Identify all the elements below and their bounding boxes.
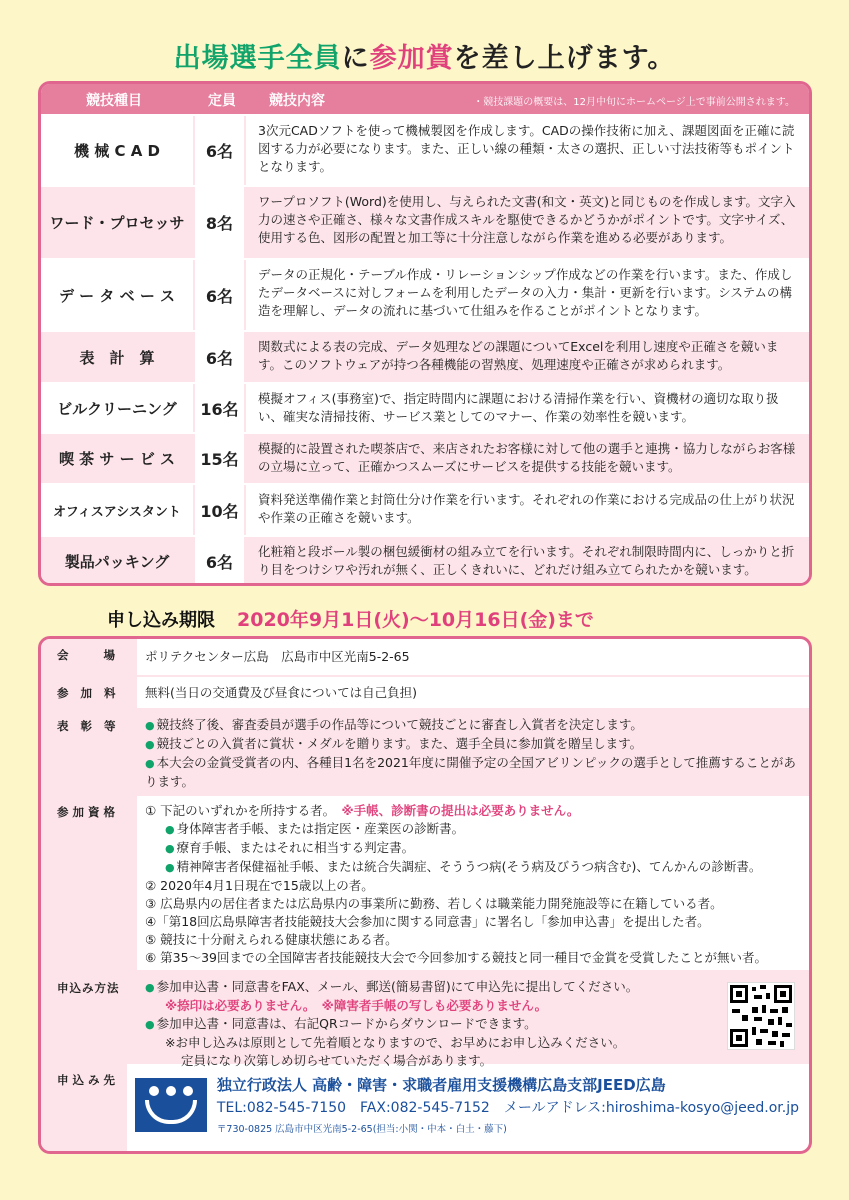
event-content: 模擬的に設置された喫茶店で、来店されたお客様に対して他の選手と連携・協力しながらお客様の立場に立って、正確かつスムーズにサービスを提供する技能を競います。 xyxy=(246,434,809,483)
list-item xyxy=(145,802,799,820)
list-item: ● 競技ごとの入賞者に賞状・メダルを贈ります。また、選手全員に参加賞を贈呈します。 xyxy=(145,735,799,754)
info-value xyxy=(137,796,809,970)
info-value: ポリテクセンター広島 広島市中区光南5-2-65 xyxy=(145,649,410,664)
deadline-value: 2020年9月1日(火)～10月16日(金)まで xyxy=(237,609,594,631)
event-capacity: 6名 xyxy=(193,260,246,330)
event-content: 化粧箱と段ボール製の梱包緩衝材の組み立てを行います。それぞれ制限時間内に、しっかりと折り目をつけシワや汚れが無く、正しくきれいに、どれだけ組み立てられたかを競います。 xyxy=(246,537,809,586)
header-event-name: 競技種目 xyxy=(86,93,142,109)
event-name: 機 械 C A D xyxy=(41,116,193,185)
qualification-note: ※手帳、診断書の提出は必要ありません。 xyxy=(341,803,580,818)
event-name: 喫 茶 サ ー ビ ス xyxy=(41,434,193,483)
list-item: ④「第18回広島県障害者技能競技大会参加に関する同意書」に署名し「参加申込書」を提出した者。 xyxy=(145,914,710,929)
table-row xyxy=(41,535,809,586)
event-capacity: 6名 xyxy=(193,332,246,382)
qr-code-icon xyxy=(728,983,794,1049)
table-row xyxy=(41,330,809,382)
list-item: ● 身体障害者手帳、または指定医・産業医の診断書。 xyxy=(145,820,799,839)
event-name: 製品パッキング xyxy=(41,537,193,586)
info-value: 無料(当日の交通費及び昼食については自己負担) xyxy=(145,685,418,700)
list-item: ● 本大会の金賞受賞者の内、各種目1名を2021年度に開催予定の全国アビリンピックの選手として推薦することがあります。 xyxy=(145,754,799,791)
table-row xyxy=(41,432,809,483)
event-content: 関数式による表の完成、データ処理などの課題についてExcelを利用し速度や正確さを競います。このソフトウェアが持つ各種機能の習熟度、処理速度や正確さが求められます。 xyxy=(246,332,809,382)
org-name: 独立行政法人 高齢・障害・求職者雇用支援機構広島支部JEED広島 xyxy=(216,1076,666,1094)
table-row xyxy=(41,382,809,432)
page-headline xyxy=(0,36,849,75)
info-row-fee xyxy=(41,675,809,708)
list-item: ● 精神障害者保健福祉手帳、または統合失調症、そううつ病(そう病及びうつ病含む)、てんかんの診断書。 xyxy=(145,858,799,877)
table-row xyxy=(41,258,809,330)
info-row-contact xyxy=(41,1062,809,1151)
info-row-venue xyxy=(41,639,809,675)
info-label: 申込み方法 xyxy=(41,972,137,1062)
headline-all-players: 出場選手全員 xyxy=(173,43,342,74)
event-capacity: 6名 xyxy=(193,116,246,185)
info-row-method xyxy=(41,970,809,1068)
event-name: ワード・プロセッサ xyxy=(41,187,193,258)
table-row xyxy=(41,185,809,258)
list-item: ② 2020年4月1日現在で15歳以上の者。 xyxy=(145,878,374,893)
deadline xyxy=(107,605,594,632)
list-item: ③ 広島県内の居住者または広島県内の事業所に勤務、若しくは職業能力開発施設等に在籍している者。 xyxy=(145,896,723,911)
method-note: ※障害者手帳の写しも必要ありません。 xyxy=(321,998,548,1013)
event-content: ワープロソフト(Word)を使用し、与えられた文書(和文・英文)と同じものを作成します。文字入力の速さや正確さ、様々な文書作成スキルを駆使できるかどうかがポイントです。文字サイズ、使用する色、図形の配置と加工等に十分注意しながら作業を進める必要があります。 xyxy=(246,187,809,258)
header-note: ・競技課題の概要は、12月中旬にホームページ上で事前公開されます。 xyxy=(473,97,795,108)
header-content: 競技内容 xyxy=(269,93,325,109)
headline-prize: 参加賞 xyxy=(369,43,454,74)
event-name: オフィスアシスタント xyxy=(41,485,193,535)
info-row-award xyxy=(41,708,809,794)
table-row xyxy=(41,483,809,535)
list-item: ⑤ 競技に十分耐えられる健康状態にある者。 xyxy=(145,932,398,947)
info-row-qualification xyxy=(41,794,809,970)
event-content: 模擬オフィス(事務室)で、指定時間内に課題における清掃作業を行い、資機材の適切な取り扱い、確実な清掃技術、サービス業としてのマナー、作業の効率性を競います。 xyxy=(246,384,809,432)
event-capacity: 8名 xyxy=(193,187,246,258)
events-table-header xyxy=(41,84,809,114)
info-value xyxy=(137,710,809,794)
info-label: 表 彰 等 xyxy=(41,710,137,794)
list-item: ● 競技終了後、審査委員が選手の作品等について競技ごとに審査し入賞者を決定します。 xyxy=(145,716,799,735)
event-content: データの正規化・テーブル作成・リレーションシップ作成などの作業を行います。また、作成したデータベースに対しフォームを利用したデータの入力・集計・更新を行います。システムの構造を理解し、データの流れに基づいて仕組みを作ることがポイントとなります。 xyxy=(246,260,809,330)
list-item: ● 療育手帳、またはそれに相当する判定書。 xyxy=(145,839,799,858)
info-table xyxy=(38,636,812,1154)
event-capacity: 10名 xyxy=(193,485,246,535)
info-label: 参加資格 xyxy=(41,796,137,970)
headline-tail: を差し上げます。 xyxy=(453,43,676,74)
org-email[interactable]: メールアドレス:hiroshima-kosyo@jeed.or.jp xyxy=(503,1100,799,1116)
org-address: 〒730-0825 広島市中区光南5-2-65(担当:小関・中本・白土・藤下) xyxy=(216,1124,507,1135)
list-item: ● 参加申込書・同意書は、右記QRコードからダウンロードできます。 xyxy=(145,1015,799,1034)
info-label: 参 加 料 xyxy=(41,677,137,708)
jeed-logo-icon xyxy=(135,1078,207,1132)
method-note: ※捺印は必要ありません。 xyxy=(165,998,310,1013)
info-label: 申込み先 xyxy=(41,1064,127,1151)
event-content: 資料発送準備作業と封筒仕分け作業を行います。それぞれの作業における完成品の仕上がり状況や作業の正確さを競います。 xyxy=(246,485,809,535)
event-name: ビルクリーニング xyxy=(41,384,193,432)
event-capacity: 6名 xyxy=(193,537,246,586)
deadline-label: 申し込み期限 xyxy=(107,610,215,631)
list-item: ⑥ 第35～39回までの全国障害者技能競技大会で今回参加する競技と同一種目で金賞を受賞したことが無い者。 xyxy=(145,950,767,965)
event-capacity: 16名 xyxy=(193,384,246,432)
org-fax: FAX:082-545-7152 xyxy=(360,1100,490,1116)
qr-code[interactable] xyxy=(727,982,795,1050)
event-content: 3次元CADソフトを使って機械製図を作成します。CADの操作技術に加え、課題図面を正確に読図する力が必要になります。また、正しい線の種類・太さの選択、正しい寸法技術等もポイントとなります。 xyxy=(246,116,809,185)
event-name: 表 計 算 xyxy=(41,332,193,382)
headline-particle: に xyxy=(341,43,370,74)
list-item: ※お申し込みは原則として先着順となりますので、お早めにお申し込みください。 xyxy=(165,1035,626,1050)
event-capacity: 15名 xyxy=(193,434,246,483)
event-name: デ ー タ ベ ー ス xyxy=(41,260,193,330)
list-item: 定員になり次第しめ切らせていただく場合があります。 xyxy=(181,1053,493,1068)
org-tel: TEL:082-545-7150 xyxy=(216,1100,347,1116)
header-capacity: 定員 xyxy=(208,93,236,109)
info-label: 会 場 xyxy=(41,639,137,675)
events-table xyxy=(38,81,812,586)
qualification-item: ① 下記のいずれかを所持する者。 xyxy=(145,803,329,818)
list-item: ● 参加申込書・同意書をFAX、メール、郵送(簡易書留)にて申込先に提出してください。 xyxy=(145,978,799,997)
table-row xyxy=(41,114,809,185)
info-value xyxy=(137,972,809,1068)
info-value xyxy=(127,1064,809,1151)
